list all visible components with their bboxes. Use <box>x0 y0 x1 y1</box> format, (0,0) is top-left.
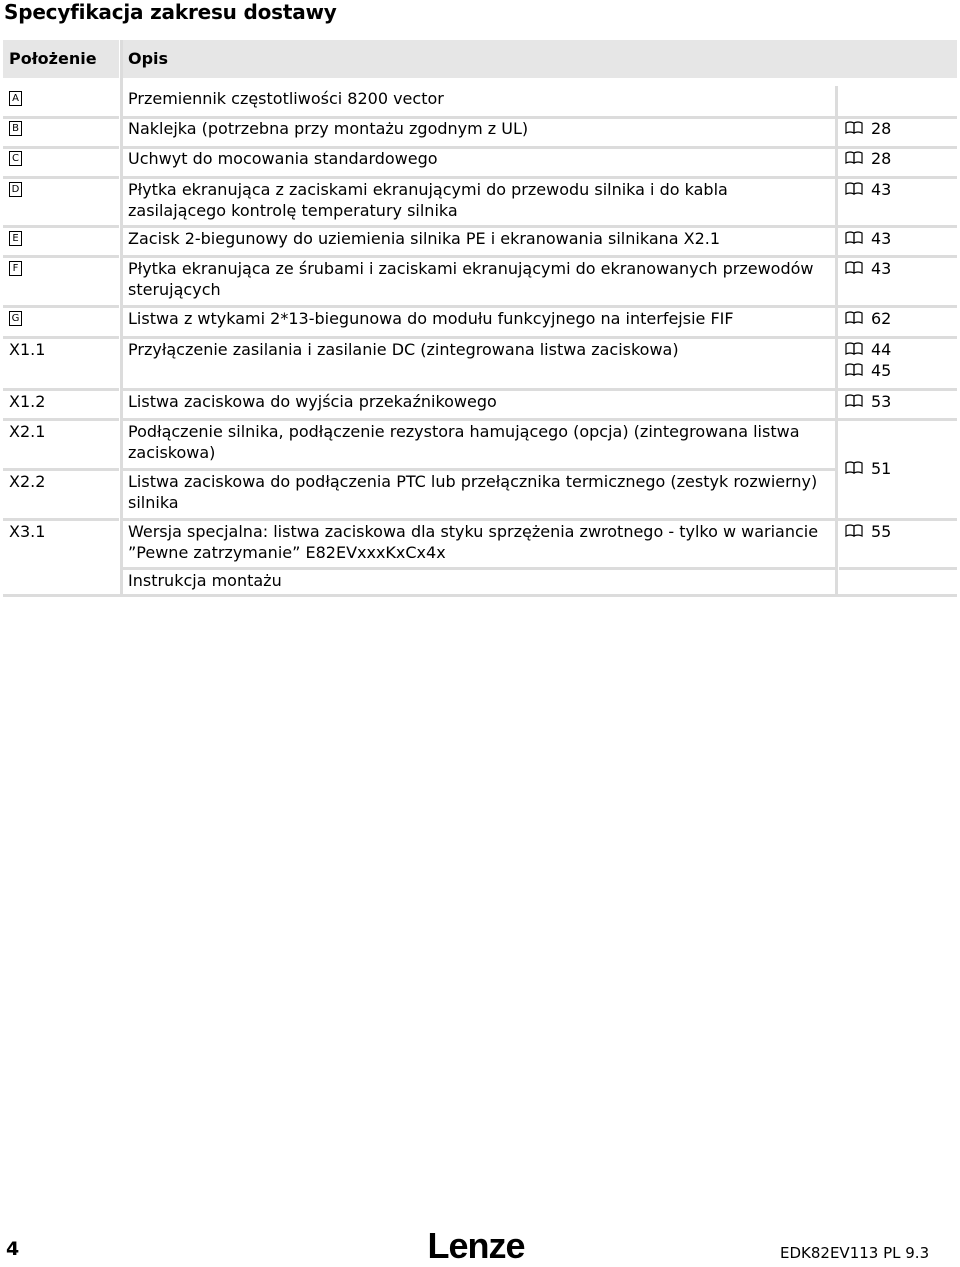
row-separator <box>3 388 119 391</box>
page-number: 4 <box>6 1238 20 1260</box>
row-description: Instrukcja montażu <box>128 571 282 590</box>
row-separator <box>123 146 957 149</box>
row-separator <box>123 336 957 339</box>
row-page-reference <box>845 228 955 249</box>
table-row <box>3 116 957 146</box>
table-row <box>3 568 957 595</box>
position-letter-box: C <box>9 151 22 166</box>
row-description: Listwa zaciskowa do wyjścia przekaźnikowego <box>128 392 497 411</box>
row-separator <box>123 518 957 521</box>
row-description: Przyłączenie zasilania i zasilanie DC (zintegrowana listwa zaciskowa) <box>128 340 679 359</box>
table-row <box>3 337 957 389</box>
row-description: Listwa z wtykami 2*13-biegunowa do modułu funkcyjnego na interfejsie FIF <box>128 309 734 328</box>
page-number-ref: 53 <box>871 392 892 411</box>
row-separator <box>3 594 957 597</box>
page-number-ref: 43 <box>871 180 892 199</box>
row-page-reference <box>845 179 955 200</box>
row-description: Listwa zaciskowa do podłączenia PTC lub przełącznika termicznego (zestyk rozwierny) silnika <box>128 472 818 512</box>
page-number-ref: 44 <box>871 340 892 359</box>
book-icon <box>845 182 863 195</box>
row-page-reference <box>845 258 955 279</box>
column-separator <box>835 86 838 176</box>
row-position <box>9 258 119 279</box>
row-page-reference <box>845 148 955 169</box>
row-page-reference <box>845 521 955 542</box>
row-separator <box>123 468 835 471</box>
row-position <box>9 148 119 169</box>
row-page-reference <box>845 118 955 139</box>
book-icon <box>845 151 863 164</box>
row-position: X2.1 <box>9 422 46 441</box>
row-separator <box>3 418 119 421</box>
book-icon <box>845 363 863 376</box>
table-row <box>3 469 957 519</box>
header-position: Położenie <box>3 40 119 78</box>
position-letter-box: G <box>9 311 22 326</box>
row-separator <box>839 567 957 570</box>
page-number-ref: 51 <box>871 459 892 478</box>
column-separator <box>835 177 838 596</box>
row-position <box>9 228 119 249</box>
row-description: Podłączenie silnika, podłączenie rezystora hamującego (opcja) (zintegrowana listwa zaciskowa) <box>128 422 800 462</box>
row-separator <box>3 305 119 308</box>
table-row <box>3 306 957 337</box>
page-number-ref: 28 <box>871 119 892 138</box>
row-separator <box>123 418 957 421</box>
row-separator <box>3 255 119 258</box>
table-row <box>3 86 957 116</box>
row-position: X1.1 <box>9 340 46 359</box>
page-number-ref: 45 <box>871 361 892 380</box>
page-number-ref: 55 <box>871 522 892 541</box>
row-separator <box>123 305 957 308</box>
row-separator <box>123 225 957 228</box>
page-number-ref: 62 <box>871 309 892 328</box>
table-row <box>3 519 957 568</box>
row-description: Uchwyt do mocowania standardowego <box>128 149 438 168</box>
page-number-ref: 43 <box>871 229 892 248</box>
row-separator <box>123 567 835 570</box>
row-separator <box>3 518 119 521</box>
table-row <box>3 419 957 478</box>
row-separator <box>3 176 119 179</box>
page-number-ref: 43 <box>871 259 892 278</box>
position-letter-box: A <box>9 91 22 106</box>
book-icon <box>845 231 863 244</box>
row-description: Wersja specjalna: listwa zaciskowa dla styku sprzężenia zwrotnego - tylko w wariancie ”Pewne zatrzymanie” E82EVxxxKxCx4x <box>128 522 819 562</box>
page-title: Specyfikacja zakresu dostawy <box>4 0 337 24</box>
position-letter-box: D <box>9 182 22 197</box>
book-icon <box>845 524 863 537</box>
row-separator <box>123 116 957 119</box>
document-id: EDK82EV113 PL 9.3 <box>780 1244 930 1262</box>
row-separator <box>123 176 957 179</box>
table-row <box>3 177 957 226</box>
row-page-reference <box>845 391 955 412</box>
book-icon <box>845 311 863 324</box>
page-number-ref: 28 <box>871 149 892 168</box>
table-row <box>3 146 957 176</box>
row-page-reference <box>845 308 955 329</box>
lenze-logo <box>420 1225 532 1267</box>
position-letter-box: B <box>9 121 22 136</box>
row-description: Płytka ekranująca z zaciskami ekranującymi do przewodu silnika i do kabla zasilającego kontrolę temperatury silnika <box>128 180 728 220</box>
row-separator <box>3 468 119 471</box>
row-description: Przemiennik częstotliwości 8200 vector <box>128 89 444 108</box>
row-position <box>9 118 119 139</box>
row-position: X1.2 <box>9 392 46 411</box>
book-icon <box>845 121 863 134</box>
row-description: Płytka ekranująca ze śrubami i zaciskami ekranującymi do ekranowanych przewodów sterujących <box>128 259 814 299</box>
table-row <box>3 226 957 256</box>
column-separator <box>120 40 123 597</box>
table-row <box>3 256 957 306</box>
row-separator <box>3 116 119 119</box>
row-separator <box>3 336 119 339</box>
row-position <box>9 88 119 109</box>
row-position <box>9 179 119 200</box>
row-separator <box>123 255 957 258</box>
book-icon <box>845 342 863 355</box>
row-description: Zacisk 2-biegunowy do uziemienia silnika PE i ekranowania silnikana X2.1 <box>128 229 721 248</box>
row-separator <box>123 388 957 391</box>
row-position <box>9 308 119 329</box>
row-description: Naklejka (potrzebna przy montażu zgodnym z UL) <box>128 119 529 138</box>
row-page-reference <box>845 339 955 381</box>
row-separator <box>3 225 119 228</box>
table-row <box>3 389 957 419</box>
header-description: Opis <box>123 40 957 78</box>
row-position: X2.2 <box>9 472 46 491</box>
book-icon <box>845 394 863 407</box>
row-position: X3.1 <box>9 522 46 541</box>
row-separator <box>3 146 119 149</box>
position-letter-box: F <box>9 261 22 276</box>
book-icon <box>845 261 863 274</box>
lenze-logo-text: Lenze <box>427 1225 525 1266</box>
position-letter-box: E <box>9 231 22 246</box>
